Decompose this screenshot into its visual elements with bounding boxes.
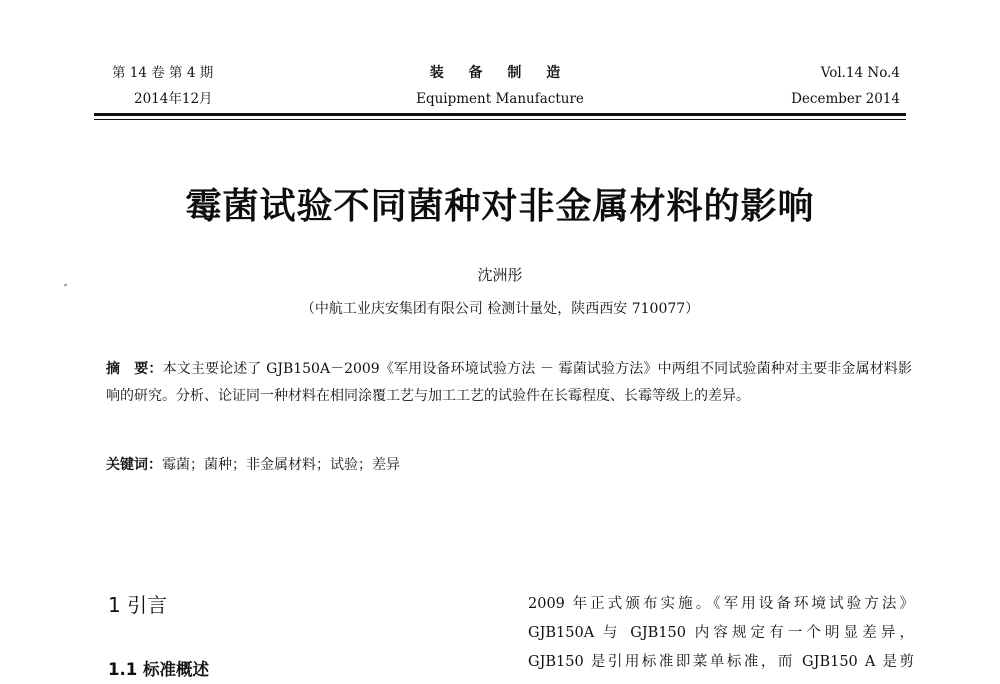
header-rule-thin [94, 119, 906, 120]
author-name: 沈洲彤 [477, 266, 523, 284]
running-header-left [112, 60, 312, 112]
journal-name-cn: 装 备 制 造 [429, 65, 571, 81]
section-heading-introduction: 1 引言 [108, 593, 168, 617]
paper-title: 霉菌试验不同菌种对非金属材料的影响 [185, 186, 815, 227]
keywords [106, 452, 912, 479]
volume-issue-en: Vol.14 No.4 [820, 65, 900, 81]
body-line: GJB150A 与 GJB150 内容规定有一个明显差异， [528, 625, 914, 641]
issue-date-cn: 2014年12月 [134, 91, 213, 107]
body-line: GJB150 是引用标准即菜单标准，而 GJB150 A 是剪 [528, 654, 914, 670]
header-rule-thick [94, 113, 906, 116]
body-line: 2009 年正式颁布实施。《军用设备环境试验方法》 [528, 596, 914, 612]
subsection-heading-standard-overview: 1.1 标准概述 [108, 660, 209, 679]
abstract [106, 356, 912, 410]
abstract-text: 本文主要论述了 GJB150A－2009《军用设备环境试验方法 － 霉菌试验方法》中两组不同试验菌种对主要非金属材料影响的研究。分析、论证同一种材料在相同涂覆工艺与加工工艺的试验件在长霉程度、长霉等级上的差异。 [106, 361, 912, 404]
running-header-right [700, 60, 900, 112]
journal-name-en: Equipment Manufacture [416, 91, 584, 107]
keywords-label: 关键词： [106, 457, 162, 473]
running-header-center [350, 60, 650, 112]
body-text-right-column [528, 590, 914, 677]
abstract-label: 摘 要： [106, 361, 163, 377]
keywords-text: 霉菌；菌种；非金属材料；试验；差异 [162, 457, 400, 473]
volume-issue-cn: 第 14 卷 第 4 期 [112, 65, 214, 81]
author-affiliation: （中航工业庆安集团有限公司 检测计量处，陕西西安 710077） [300, 301, 700, 317]
issue-date-en: December 2014 [791, 91, 900, 107]
